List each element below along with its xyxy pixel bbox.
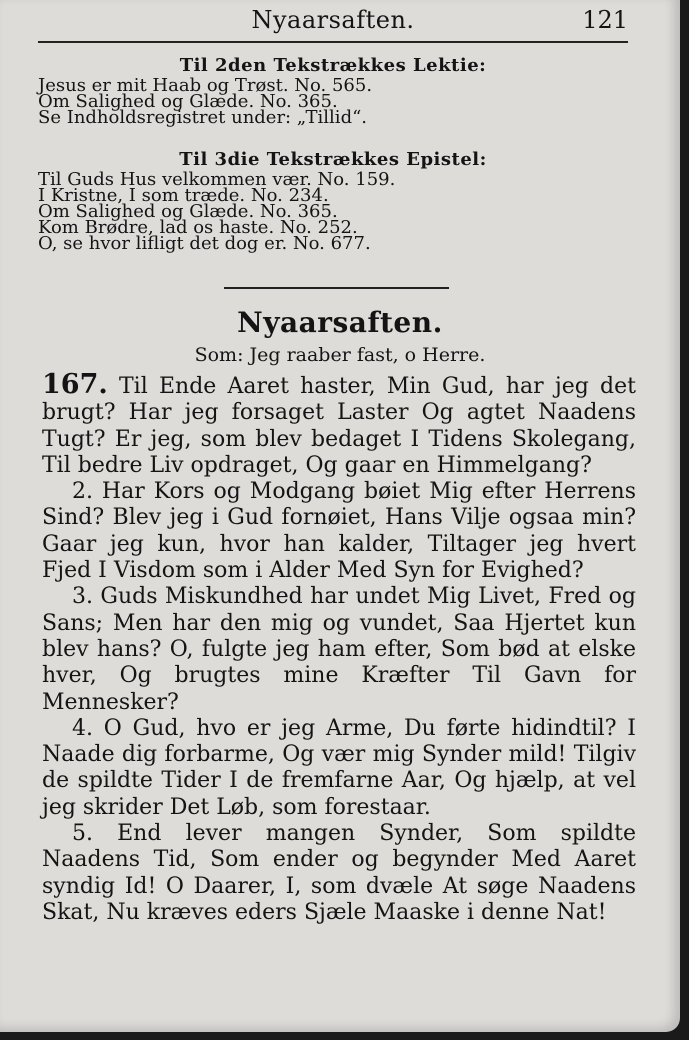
list-heading: Til 3die Tekstrækkes Epistel: (179, 149, 487, 170)
hymn-number: 167. (42, 369, 108, 400)
hymn-verse: 2. Har Kors og Modgang bøiet Mig efter Herrens Sind? Blev jeg i Gud fornøiet, Hans Vilje ogsaa min? Gaar jeg kun, hvor han kalder, Tiltager jeg hvert Fjed I Visdom som i Alder Med Syn for Evighed? (42, 479, 636, 584)
hymn-text (42, 369, 636, 926)
running-title: Nyaarsaften. (251, 6, 415, 34)
lesson-hymn-list (38, 54, 628, 126)
hymn-verse: 4. O Gud, hvo er jeg Arme, Du førte hidindtil? I Naade dig forbarme, Og vær mig Synder mild! Tilgiv de spildte Tider I de fremfarne Aar, Og hjælp, at vel jeg skrider Det Løb, som forestaar. (42, 715, 636, 820)
hymn-verse: 3. Guds Miskundhed har undet Mig Livet, Fred og Sans; Men har den mig og vundet, Saa Hjertet kun blev hans? O, fulgte jeg ham efter, Som bød at elske hver, Og brugtes mine Kræfter Til Gavn for Mennesker? (42, 584, 636, 715)
hymn-title: Nyaarsaften. (237, 306, 443, 339)
verse-text: Til Ende Aaret haster, Min Gud, har jeg det brugt? Har jeg forsaget Laster Og agtet Naadens Tugt? Er jeg, som blev bedaget I Tidens Skolegang, Til bedre Liv opdraget, Og gaar en Himmelgang? (42, 374, 636, 478)
header-rule (38, 41, 628, 43)
list-entry: Til Guds Hus velkommen vær. No. 159. (38, 169, 396, 190)
list-entry: Om Salighed og Glæde. No. 365. (38, 91, 338, 112)
section-divider (224, 287, 449, 289)
hymn-verse (42, 369, 636, 479)
page-header (38, 6, 628, 38)
list-entry: Om Salighed og Glæde. No. 365. (38, 201, 338, 222)
list-entry: Se Indholdsregistret under: „Tillid“. (38, 107, 368, 128)
hymn-tune: Som: Jeg raaber fast, o Herre. (194, 344, 486, 366)
list-entry: I Kristne, I som træde. No. 234. (38, 185, 329, 206)
page-number: 121 (582, 6, 628, 34)
list-entry: O, se hvor lifligt det dog er. No. 677. (38, 233, 371, 254)
list-heading: Til 2den Tekstrækkes Lektie: (179, 55, 487, 76)
list-entry: Kom Brødre, lad os haste. No. 252. (38, 217, 358, 238)
hymn-verse: 5. End lever mangen Synder, Som spildte Naadens Tid, Som ender og begynder Med Aaret syndig Id! O Daarer, I, som dvæle At søge Naadens Skat, Nu kræves eders Sjæle Maaske i denne Nat! (42, 821, 636, 925)
epistle-hymn-list (38, 148, 628, 252)
list-entry: Jesus er mit Haab og Trøst. No. 565. (38, 75, 373, 96)
